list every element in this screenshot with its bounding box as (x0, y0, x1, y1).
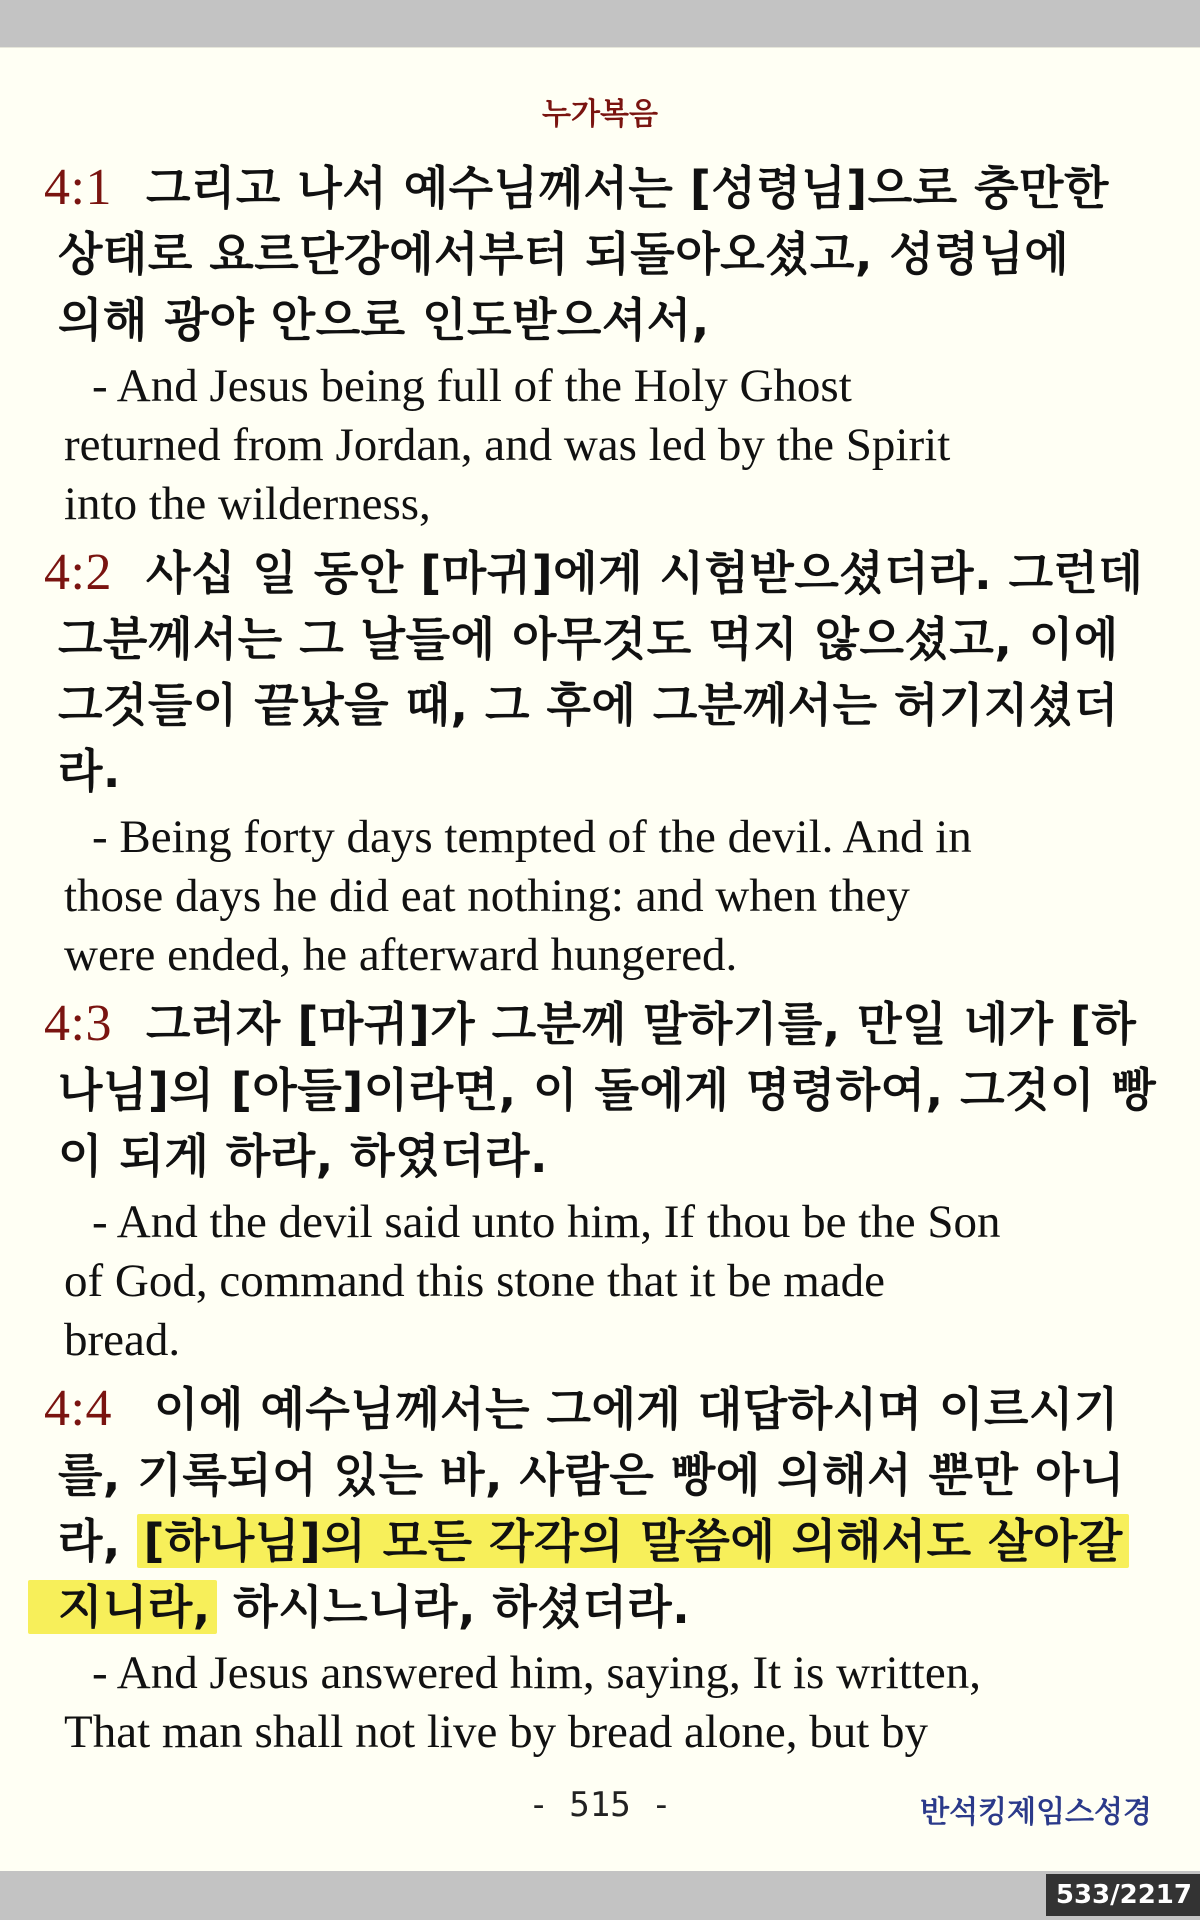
korean-line-prefix: 라, (58, 1514, 138, 1568)
korean-line: 이에 예수님께서는 그에게 대답하시며 이르시기 (154, 1382, 1119, 1436)
verse-number: 4:2 (44, 544, 112, 601)
korean-line: 그리고 나서 예수님께서는 [성령님]으로 충만한 (146, 161, 1109, 215)
korean-line: 상태로 요르단강에서부터 되돌아오셨고, 성령님에 (58, 227, 1070, 281)
verse-4-3[interactable] (44, 991, 1164, 1370)
highlighted-text[interactable]: [하나님]의 모든 각각의 말씀에 의해서도 살아갈 (137, 1514, 1128, 1568)
english-line: were ended, he afterward hungered. (64, 929, 738, 981)
korean-line: 그러자 [마귀]가 그분께 말하기를, 만일 네가 [하 (146, 997, 1137, 1051)
korean-line: 사십 일 동안 [마귀]에게 시험받으셨더라. 그런데 (146, 546, 1144, 600)
publisher-name: 반석킹제임스성경 (920, 1795, 1152, 1830)
english-line: That man shall not live by bread alone, but by (64, 1706, 929, 1758)
verse-4-1[interactable] (44, 155, 1164, 534)
verse-4-4[interactable] (44, 1376, 1164, 1762)
korean-line (58, 1574, 1164, 1640)
english-text (64, 808, 1164, 985)
english-line: of God, command this stone that it be made (64, 1255, 886, 1307)
korean-line: 이 되게 하라, 하였더라. (58, 1129, 548, 1183)
korean-line: 그것들이 끝났을 때, 그 후에 그분께서는 허기지셨더 (58, 678, 1119, 732)
verse-4-2[interactable] (44, 540, 1164, 985)
english-line: those days he did eat nothing: and when they (64, 870, 910, 922)
verse-number: 4:4 (44, 1380, 112, 1437)
english-line: - And the devil said unto him, If thou be the Son (92, 1196, 1001, 1248)
page-counter-badge: 533/2217 (1046, 1874, 1200, 1916)
english-line: - Being forty days tempted of the devil. And in (92, 811, 972, 863)
book-title: 누가복음 (542, 97, 658, 132)
bottom-bar (0, 1871, 1200, 1920)
english-text (64, 357, 1164, 534)
korean-text (44, 155, 1164, 353)
page-content (44, 155, 1164, 1768)
korean-text (44, 991, 1164, 1189)
korean-line: 그분께서는 그 날들에 아무것도 먹지 않으셨고, 이에 (58, 612, 1119, 666)
korean-text (44, 1376, 1164, 1640)
korean-line: 의해 광야 안으로 인도받으셔서, (58, 293, 710, 347)
korean-text (44, 540, 1164, 804)
verse-number: 4:3 (44, 995, 112, 1052)
english-line: bread. (64, 1314, 181, 1366)
book-page[interactable] (0, 47, 1200, 1871)
english-line: returned from Jordan, and was led by the Spirit (64, 419, 951, 471)
top-status-bar (0, 0, 1200, 47)
page-number: - 515 - (528, 1785, 672, 1825)
korean-line: 나님]의 [아들]이라면, 이 돌에게 명령하여, 그것이 빵 (58, 1063, 1157, 1117)
korean-line: 라. (58, 744, 121, 798)
english-text (64, 1193, 1164, 1370)
english-line: - And Jesus being full of the Holy Ghost (92, 360, 852, 412)
highlighted-text[interactable]: 지니라, (28, 1580, 217, 1634)
english-text (64, 1644, 1164, 1762)
english-line: - And Jesus answered him, saying, It is written, (92, 1647, 981, 1699)
verse-number: 4:1 (44, 159, 112, 216)
english-line: into the wilderness, (64, 478, 431, 530)
korean-line-suffix: 하시느니라, 하셨더라. (216, 1580, 691, 1634)
korean-line (58, 1508, 1164, 1574)
korean-line: 를, 기록되어 있는 바, 사람은 빵에 의해서 뿐만 아니 (58, 1448, 1125, 1502)
